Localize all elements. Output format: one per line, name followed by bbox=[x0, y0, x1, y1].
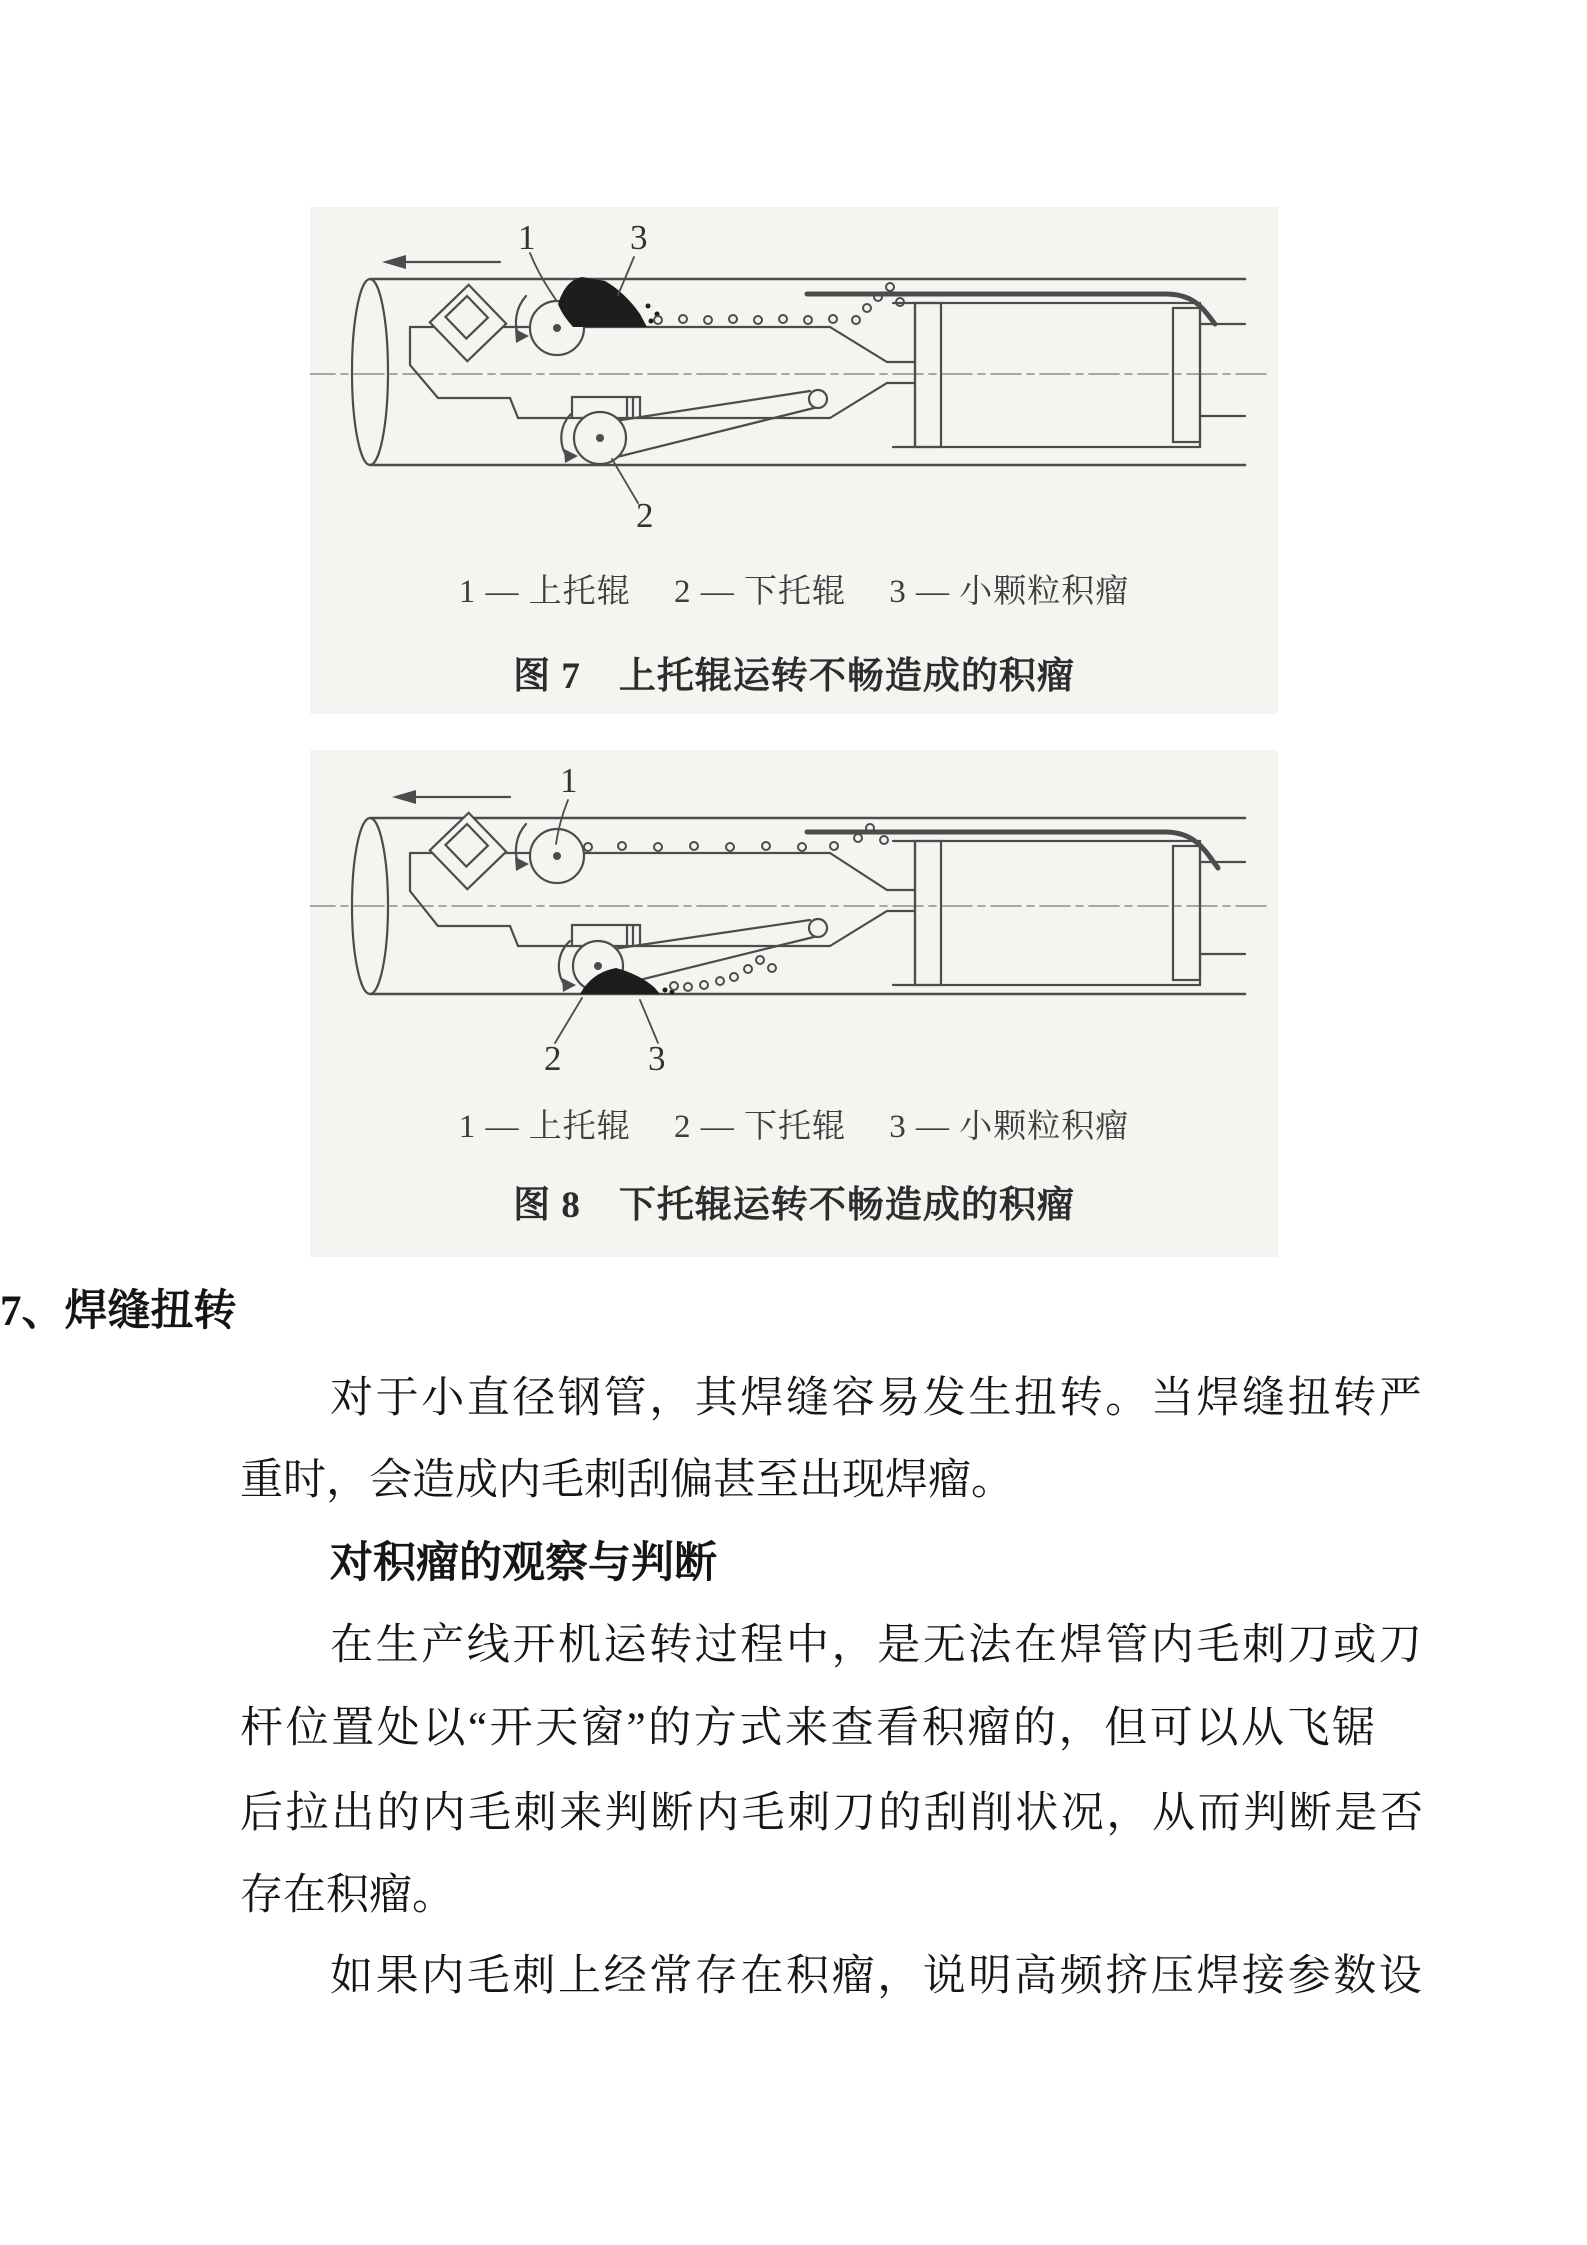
paragraph-line: 存在积瘤。 bbox=[240, 1872, 455, 1919]
section-heading-weld-twist: 7、焊缝扭转 bbox=[0, 1288, 237, 1335]
welder-box bbox=[807, 294, 1245, 447]
figure-7-legend: 1 — 上托辊 2 — 下托辊 3 — 小颗粒积瘤 bbox=[458, 574, 1130, 610]
direction-arrow bbox=[392, 790, 510, 804]
paragraph-line: 如果内毛刺上经常存在积瘤，说明高频挤压焊接参数设 bbox=[330, 1953, 1425, 2000]
paragraph-line: 对于小直径钢管，其焊缝容易发生扭转。当焊缝扭转严 bbox=[330, 1375, 1425, 1422]
figure-8-legend: 1 — 上托辊 2 — 下托辊 3 — 小颗粒积瘤 bbox=[458, 1109, 1130, 1145]
figure-7-label-1: 1 bbox=[518, 218, 536, 257]
figure-7-caption: 图 7 上托辊运转不畅造成的积瘤 bbox=[513, 656, 1075, 697]
figure-7-label-3: 3 bbox=[630, 218, 648, 257]
welder-box bbox=[807, 832, 1245, 985]
figure-8-label-3: 3 bbox=[648, 1039, 666, 1078]
debris-accumulation bbox=[558, 277, 660, 327]
cutter-bracket bbox=[430, 285, 506, 361]
figure-8-label-2: 2 bbox=[544, 1039, 562, 1078]
figure-7-drawing bbox=[310, 207, 1278, 557]
granule-dots bbox=[654, 283, 904, 324]
paragraph-line: 杆位置处以“开天窗”的方式来查看积瘤的，但可以从飞锯 bbox=[240, 1705, 1378, 1752]
granule-dots-top bbox=[584, 824, 888, 851]
direction-arrow bbox=[382, 255, 500, 269]
figure-8-drawing bbox=[310, 750, 1278, 1100]
burr-rod bbox=[807, 294, 1215, 324]
section-heading-observation: 对积瘤的观察与判断 bbox=[330, 1540, 717, 1587]
figure-7-block bbox=[310, 207, 1278, 714]
figure-7-label-2: 2 bbox=[636, 496, 654, 535]
paragraph-line: 在生产线开机运转过程中，是无法在焊管内毛刺刀或刀 bbox=[330, 1622, 1425, 1669]
paragraph-line: 重时，会造成内毛刺刮偏甚至出现焊瘤。 bbox=[240, 1457, 1014, 1504]
lower-roller bbox=[561, 390, 827, 464]
cutter-bracket bbox=[430, 813, 506, 889]
figure-8-block bbox=[310, 750, 1278, 1257]
granule-dots-bottom bbox=[670, 956, 776, 991]
figure-8-label-1: 1 bbox=[560, 761, 578, 800]
burr-rod bbox=[807, 832, 1218, 868]
figure-8-caption: 图 8 下托辊运转不畅造成的积瘤 bbox=[513, 1185, 1075, 1226]
paragraph-line: 后拉出的内毛刺来判断内毛刺刀的刮削状况，从而判断是否 bbox=[240, 1790, 1426, 1837]
